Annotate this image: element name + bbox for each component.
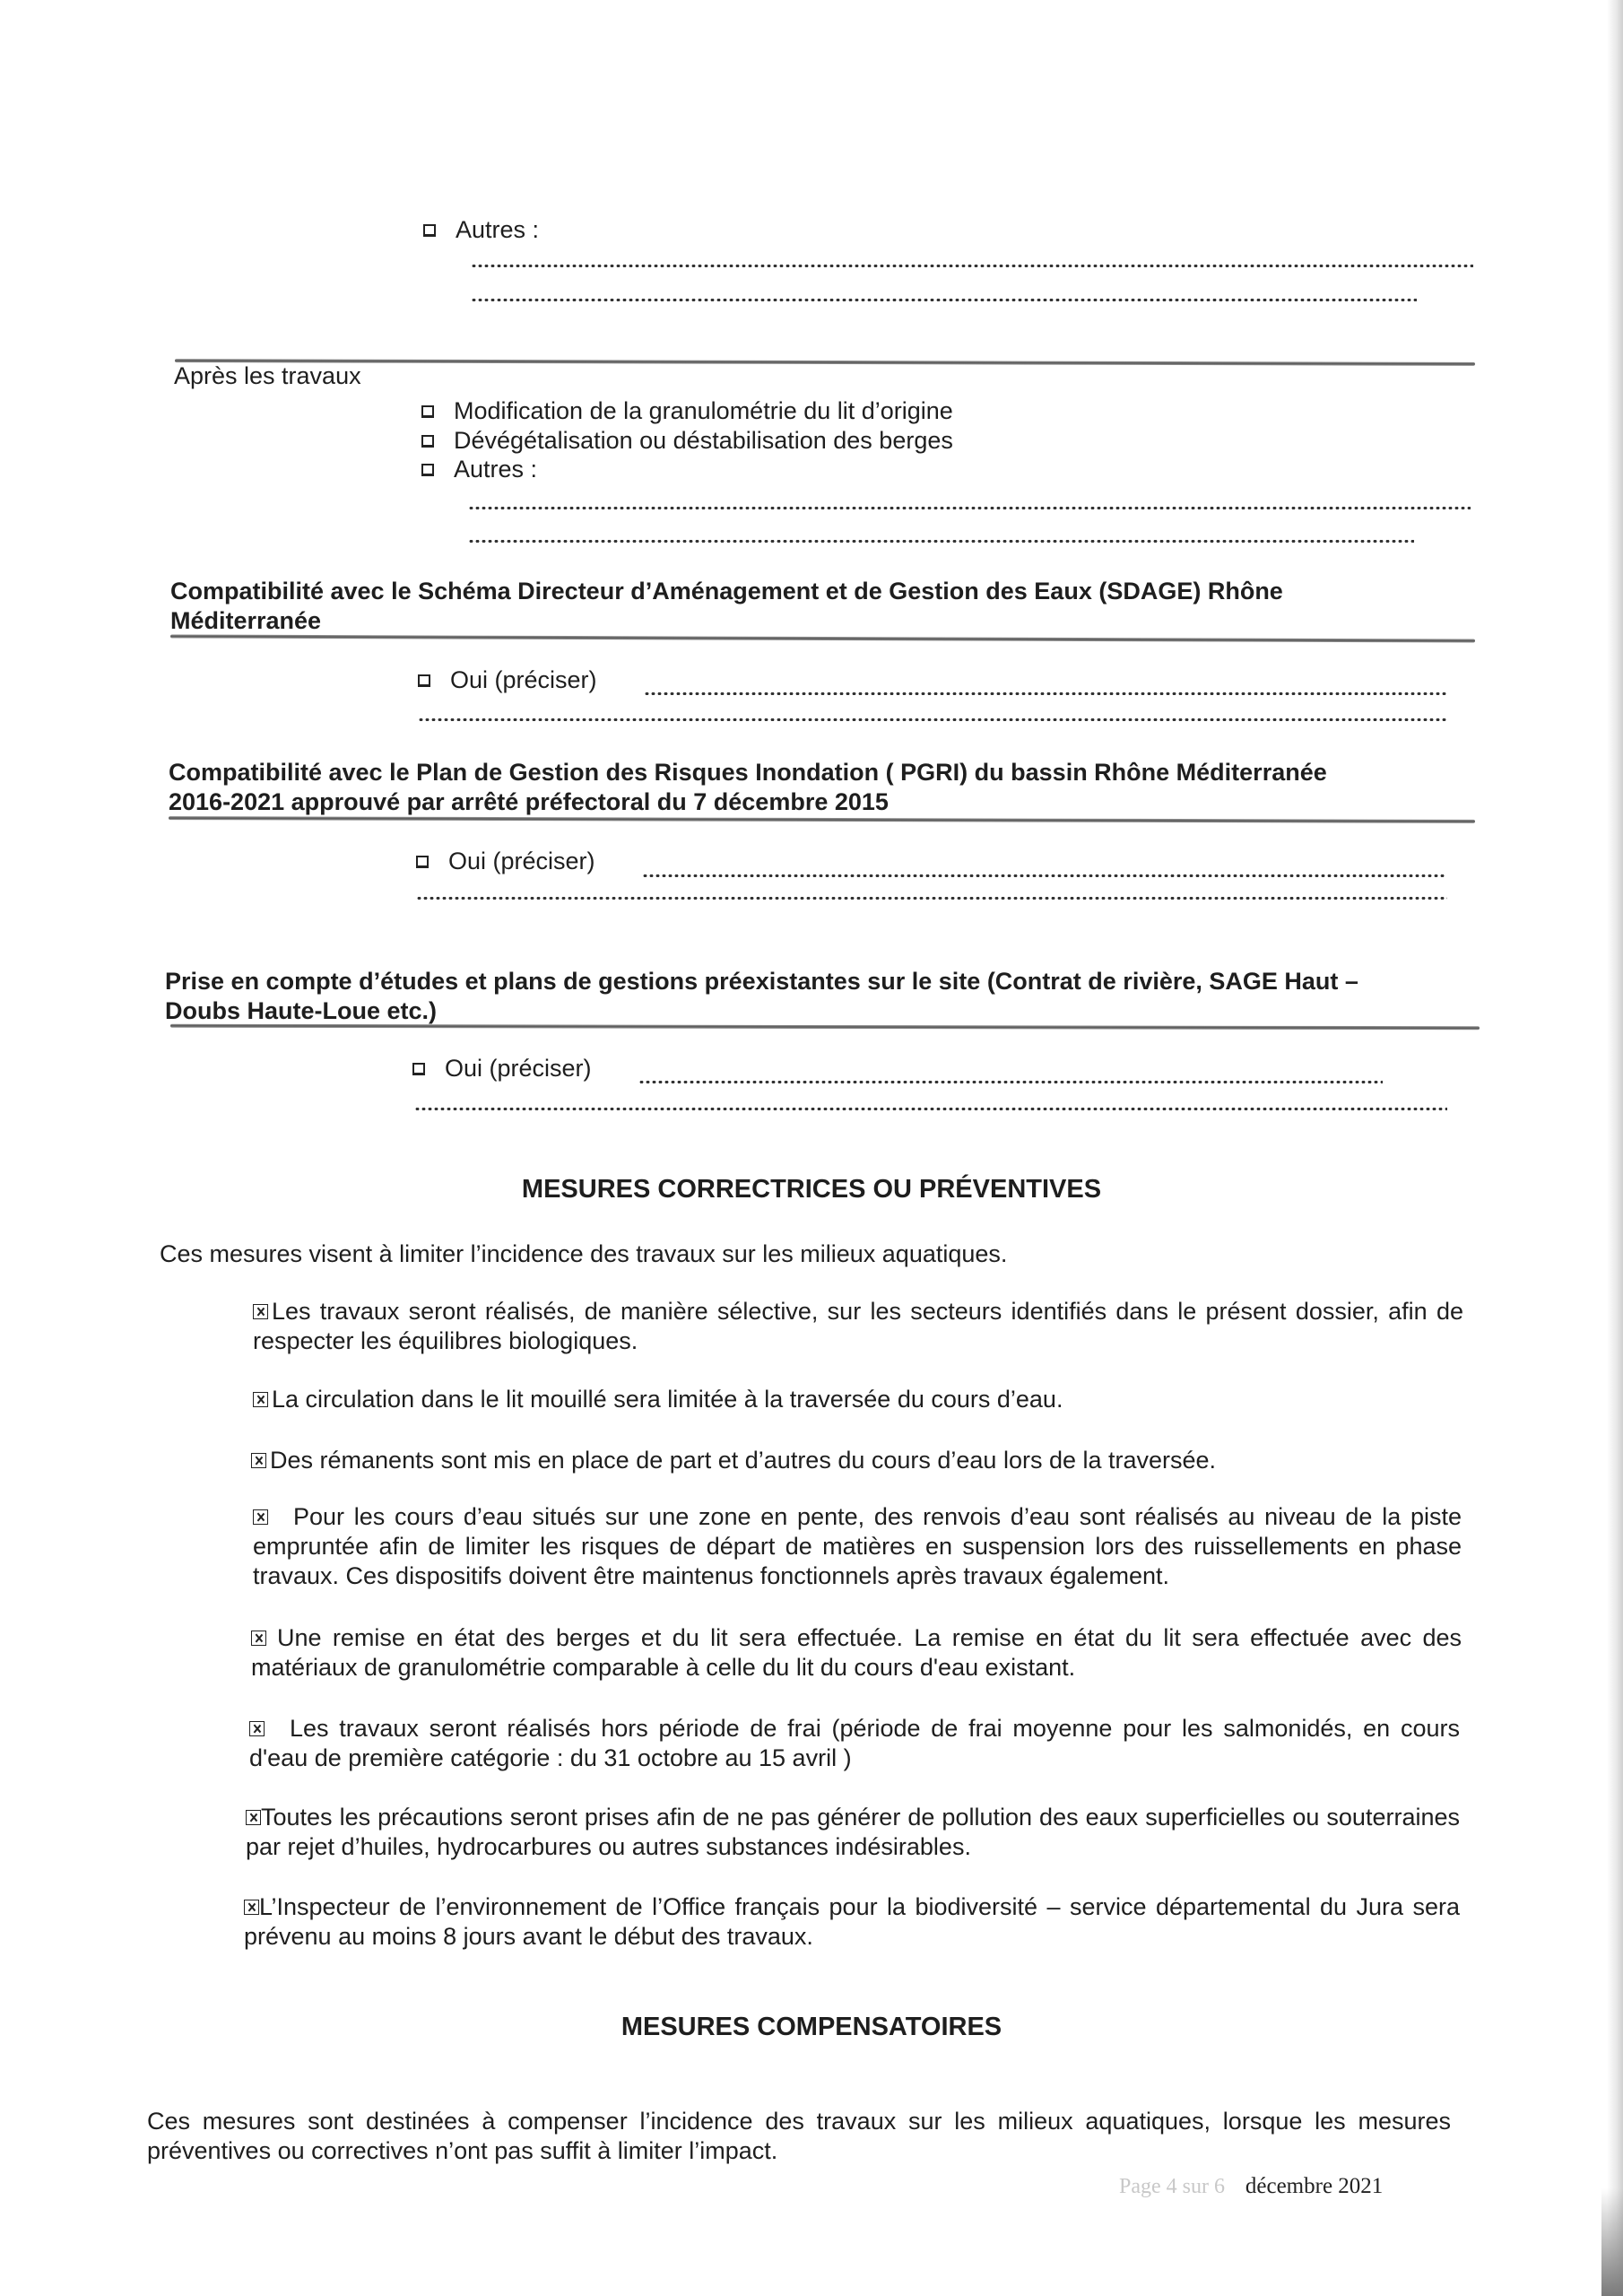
dotted-fill-line [416, 897, 1447, 900]
option-label: Autres : [456, 216, 540, 243]
checkbox-checked-icon[interactable] [253, 1392, 268, 1407]
dotted-fill-line [638, 1081, 1383, 1083]
page-edge-shadow [1607, 0, 1623, 2296]
checkbox-unchecked-icon[interactable] [423, 224, 436, 237]
checkbox-checked-icon[interactable] [251, 1631, 266, 1646]
option-label: Dévégétalisation ou déstabilisation des berges [454, 427, 953, 454]
checkbox-option[interactable] [421, 455, 537, 484]
checkbox-unchecked-icon[interactable] [416, 856, 429, 868]
intro-compensatoires: Ces mesures sont destinées à compenser l’incidence des travaux sur les milieux aquatiques, lorsque les mesures préventives ou correctives n’ont pas suffit à limiter l’impact. [147, 2108, 1451, 2164]
measure-item [253, 1297, 1463, 1356]
option-label: Autres : [454, 456, 538, 483]
dotted-fill-line [471, 265, 1473, 267]
measure-item [253, 1385, 1463, 1414]
checkbox-option-autres-avant[interactable] [423, 215, 539, 245]
title-line: Compatibilité avec le Plan de Gestion des Risques Inondation ( PGRI) du bassin Rhône Méditerranée [169, 759, 1327, 786]
checkbox-option[interactable] [421, 396, 953, 426]
checkbox-option-etudes-oui[interactable] [412, 1054, 592, 1083]
checkbox-checked-icon[interactable] [246, 1810, 261, 1825]
dotted-fill-line [468, 540, 1414, 543]
measure-text: Pour les cours d’eau situés sur une zone en pente, des renvois d’eau sont réalisés au niveau de la piste empruntée afin de limiter les risques de départ de matières en suspension lors des ruissellements en phase travaux. Ces dispositifs doivent être maintenus fonctionnels après travaux également. [253, 1503, 1462, 1589]
checkbox-unchecked-icon[interactable] [421, 464, 434, 476]
option-label: Modification de la granulométrie du lit d’origine [454, 397, 953, 424]
checkbox-unchecked-icon[interactable] [412, 1063, 425, 1075]
checkbox-option-pgri-oui[interactable] [416, 847, 595, 876]
measure-text: L’Inspecteur de l’environnement de l’Office français pour la biodiversité – service départemental du Jura sera prévenu au moins 8 jours avant le début des travaux. [244, 1893, 1460, 1950]
section-heading-compensatoires-wrap [135, 2013, 1488, 2042]
measure-item [249, 1714, 1460, 1773]
section-heading-correctrices-wrap [135, 1175, 1488, 1205]
dotted-fill-line [418, 718, 1447, 721]
checkbox-option-sdage-oui[interactable] [418, 665, 597, 695]
checkbox-unchecked-icon[interactable] [421, 435, 434, 448]
measure-text: La circulation dans le lit mouillé sera limitée à la traversée du cours d’eau. [272, 1386, 1063, 1413]
section-title-pgri [169, 758, 1327, 817]
title-line: Méditerranée [170, 607, 322, 634]
footer-date: décembre 2021 [1245, 2174, 1384, 2198]
title-line: Compatibilité avec le Schéma Directeur d’Aménagement et de Gestion des Eaux (SDAGE) Rhône [170, 578, 1283, 604]
section-rule [169, 816, 1475, 823]
checkbox-checked-icon[interactable] [253, 1509, 268, 1525]
checkbox-option[interactable] [421, 426, 953, 456]
dotted-fill-line [414, 1108, 1447, 1110]
intro-correctrices: Ces mesures visent à limiter l’incidence des travaux sur les milieux aquatiques. [160, 1240, 1008, 1267]
dotted-fill-line [642, 874, 1446, 877]
option-label: Oui (préciser) [450, 666, 597, 693]
section-title-etudes [165, 967, 1358, 1026]
measure-text: Les travaux seront réalisés hors période de frai (période de frai moyenne pour les salmonidés, en cours d'eau de première catégorie : du 31 octobre au 15 avril ) [249, 1715, 1460, 1771]
checkbox-checked-icon[interactable] [244, 1900, 259, 1915]
measure-item [251, 1446, 1462, 1475]
dotted-fill-line [468, 507, 1471, 509]
section-title-apres-travaux: Après les travaux [174, 362, 361, 389]
section-rule [175, 359, 1475, 366]
measure-item [251, 1623, 1462, 1683]
option-label: Oui (préciser) [448, 848, 595, 874]
measure-text: Des rémanents sont mis en place de part et d’autres du cours d’eau lors de la traversée. [270, 1447, 1217, 1474]
page-footer [1119, 2174, 1383, 2199]
section-title-sdage [170, 577, 1283, 636]
page-number: Page 4 sur 6 [1119, 2175, 1225, 2198]
measure-item [253, 1502, 1462, 1591]
checkbox-checked-icon[interactable] [251, 1453, 266, 1468]
measure-item [244, 1892, 1460, 1952]
measure-text: Une remise en état des berges et du lit sera effectuée. La remise en état du lit sera effectuée avec des matériaux de granulométrie comparable à celle du lit du cours d'eau existant. [251, 1624, 1462, 1681]
title-line: Prise en compte d’études et plans de gestions préexistantes sur le site (Contrat de rivière, SAGE Haut – [165, 968, 1358, 995]
section-heading-compensatoires: MESURES COMPENSATOIRES [621, 2013, 1002, 2041]
section-heading-correctrices: MESURES CORRECTRICES OU PRÉVENTIVES [521, 1175, 1102, 1204]
title-line: 2016-2021 approuvé par arrêté préfectoral du 7 décembre 2015 [169, 788, 889, 815]
checkbox-unchecked-icon[interactable] [421, 405, 434, 418]
checkbox-unchecked-icon[interactable] [418, 674, 430, 687]
dotted-fill-line [471, 299, 1417, 301]
dotted-fill-line [644, 692, 1446, 695]
measure-text: Les travaux seront réalisés, de manière sélective, sur les secteurs identifiés dans le présent dossier, afin de respecter les équilibres biologiques. [253, 1298, 1463, 1354]
checkbox-checked-icon[interactable] [253, 1304, 268, 1319]
measure-item [246, 1803, 1460, 1862]
title-line: Doubs Haute-Loue etc.) [165, 997, 438, 1024]
checkbox-checked-icon[interactable] [249, 1721, 265, 1736]
page-edge-shadow-bottom [1601, 2188, 1623, 2296]
option-label: Oui (préciser) [445, 1055, 592, 1082]
measure-text: Toutes les précautions seront prises afin de ne pas générer de pollution des eaux superficielles ou souterraines par rejet d’huiles, hydrocarbures ou autres substances indésirables. [246, 1804, 1460, 1860]
